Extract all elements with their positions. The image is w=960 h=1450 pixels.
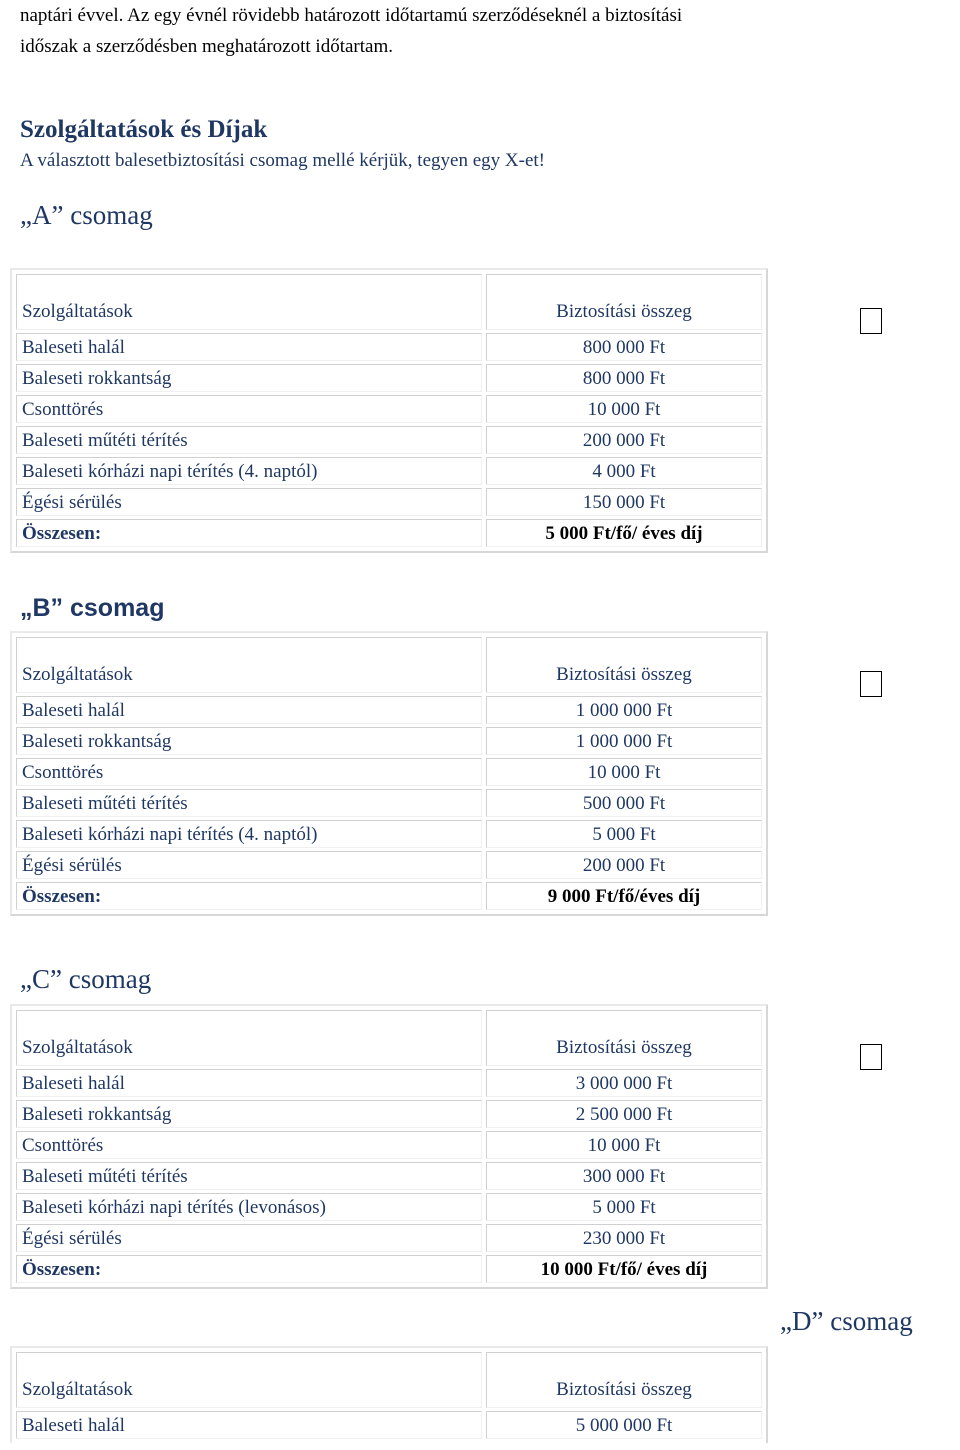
table-row	[16, 426, 762, 454]
amount-cell: 5 000 Ft	[486, 1193, 762, 1221]
table-row	[16, 1193, 762, 1221]
section-subtitle: A választott balesetbiztosítási csomag mellé kérjük, tegyen egy X-et!	[20, 150, 545, 171]
table-row	[16, 488, 762, 516]
amount-cell: 200 000 Ft	[486, 851, 762, 879]
total-value: 9 000 Ft/fő/éves díj	[486, 882, 762, 910]
service-cell: Csonttörés	[16, 1131, 482, 1159]
total-label: Összesen:	[16, 1255, 482, 1283]
package-a-table	[10, 268, 768, 553]
amount-cell: 500 000 Ft	[486, 789, 762, 817]
table-row	[16, 1131, 762, 1159]
amount-cell: 300 000 Ft	[486, 1162, 762, 1190]
service-cell: Baleseti kórházi napi térítés (4. naptól)	[16, 820, 482, 848]
intro-line-2: időszak a szerződésben meghatározott időtartam.	[20, 36, 393, 57]
table-row	[16, 727, 762, 755]
service-cell: Égési sérülés	[16, 851, 482, 879]
package-a-title: „A” csomag	[20, 200, 153, 230]
table-row	[16, 395, 762, 423]
total-row	[16, 1255, 762, 1283]
total-row	[16, 519, 762, 547]
table-row	[16, 1411, 762, 1439]
service-cell: Baleseti rokkantság	[16, 727, 482, 755]
header-amount: Biztosítási összeg	[486, 1010, 762, 1066]
amount-cell: 2 500 000 Ft	[486, 1100, 762, 1128]
header-amount: Biztosítási összeg	[486, 274, 762, 330]
table-row	[16, 1069, 762, 1097]
service-cell: Baleseti halál	[16, 1411, 482, 1439]
service-cell: Baleseti műtéti térítés	[16, 1162, 482, 1190]
package-c-table	[10, 1004, 768, 1289]
table-row	[16, 1224, 762, 1252]
table-header-row	[16, 637, 762, 693]
total-value: 5 000 Ft/fő/ éves díj	[486, 519, 762, 547]
total-label: Összesen:	[16, 519, 482, 547]
package-b-checkbox[interactable]	[860, 671, 882, 697]
header-amount: Biztosítási összeg	[486, 1352, 762, 1408]
amount-cell: 800 000 Ft	[486, 333, 762, 361]
service-cell: Baleseti rokkantság	[16, 364, 482, 392]
package-c-checkbox[interactable]	[860, 1044, 882, 1070]
package-a-checkbox[interactable]	[860, 308, 882, 334]
amount-cell: 230 000 Ft	[486, 1224, 762, 1252]
total-label: Összesen:	[16, 882, 482, 910]
table-row	[16, 789, 762, 817]
amount-cell: 5 000 000 Ft	[486, 1411, 762, 1439]
service-cell: Égési sérülés	[16, 488, 482, 516]
header-services: Szolgáltatások	[16, 274, 482, 330]
service-cell: Baleseti műtéti térítés	[16, 789, 482, 817]
table-row	[16, 1162, 762, 1190]
service-cell: Csonttörés	[16, 758, 482, 786]
table-header-row	[16, 274, 762, 330]
service-cell: Baleseti műtéti térítés	[16, 426, 482, 454]
table-row	[16, 457, 762, 485]
service-cell: Baleseti kórházi napi térítés (4. naptól)	[16, 457, 482, 485]
table-row	[16, 820, 762, 848]
total-value: 10 000 Ft/fő/ éves díj	[486, 1255, 762, 1283]
amount-cell: 800 000 Ft	[486, 364, 762, 392]
amount-cell: 1 000 000 Ft	[486, 727, 762, 755]
amount-cell: 150 000 Ft	[486, 488, 762, 516]
amount-cell: 10 000 Ft	[486, 1131, 762, 1159]
service-cell: Baleseti halál	[16, 333, 482, 361]
amount-cell: 200 000 Ft	[486, 426, 762, 454]
package-d-title: „D” csomag	[780, 1306, 913, 1336]
package-c-title: „C” csomag	[20, 964, 152, 994]
header-services: Szolgáltatások	[16, 637, 482, 693]
amount-cell: 3 000 000 Ft	[486, 1069, 762, 1097]
package-b-title: „B” csomag	[20, 594, 165, 622]
table-header-row	[16, 1010, 762, 1066]
table-row	[16, 758, 762, 786]
header-amount: Biztosítási összeg	[486, 637, 762, 693]
amount-cell: 10 000 Ft	[486, 758, 762, 786]
table-header-row	[16, 1352, 762, 1408]
table-row	[16, 364, 762, 392]
total-row	[16, 882, 762, 910]
table-row	[16, 333, 762, 361]
service-cell: Baleseti halál	[16, 1069, 482, 1097]
service-cell: Csonttörés	[16, 395, 482, 423]
section-title: Szolgáltatások és Díjak	[20, 116, 268, 143]
table-row	[16, 1100, 762, 1128]
table-row	[16, 851, 762, 879]
intro-paragraph	[20, 0, 940, 62]
amount-cell: 1 000 000 Ft	[486, 696, 762, 724]
header-services: Szolgáltatások	[16, 1010, 482, 1066]
service-cell: Égési sérülés	[16, 1224, 482, 1252]
amount-cell: 4 000 Ft	[486, 457, 762, 485]
intro-line-1: naptári évvel. Az egy évnél rövidebb határozott időtartamú szerződéseknél a biztosítási	[20, 5, 683, 26]
service-cell: Baleseti rokkantság	[16, 1100, 482, 1128]
service-cell: Baleseti halál	[16, 696, 482, 724]
package-d-table	[10, 1346, 768, 1443]
amount-cell: 5 000 Ft	[486, 820, 762, 848]
amount-cell: 10 000 Ft	[486, 395, 762, 423]
package-b-table	[10, 631, 768, 916]
table-row	[16, 696, 762, 724]
header-services: Szolgáltatások	[16, 1352, 482, 1408]
service-cell: Baleseti kórházi napi térítés (levonásos)	[16, 1193, 482, 1221]
